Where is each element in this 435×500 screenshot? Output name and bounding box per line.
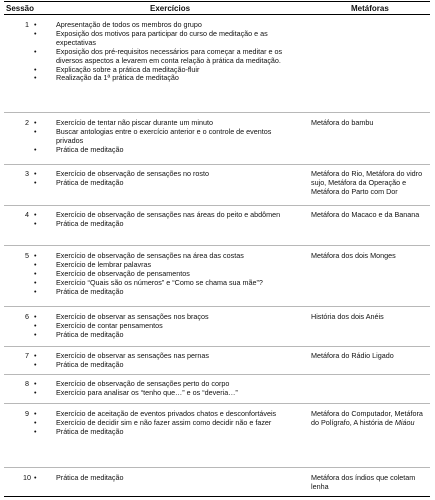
exercise-item: • Exercício “Quais são os números” e “Como se chama sua mãe”? [32, 279, 294, 288]
metaphor-cell [311, 410, 429, 428]
exercise-list [32, 352, 294, 370]
exercise-item: • Buscar antologias entre o exercício anterior e o controle de eventos privados [32, 128, 294, 146]
exercise-list [32, 211, 294, 229]
session-number: 5 [25, 251, 29, 260]
exercise-list [32, 252, 294, 297]
row-divider [4, 306, 430, 307]
exercise-item: • Prática de meditação [32, 220, 294, 229]
row-divider [4, 346, 430, 347]
exercise-item: • Exercício de lembrar palavras [32, 261, 294, 270]
exercise-item: • Exercício de observação de sensações nas áreas do peito e abdômen [32, 211, 294, 220]
exercise-list [32, 21, 294, 83]
exercise-item: • Exercício de contar pensamentos [32, 322, 294, 331]
exercise-list [32, 474, 294, 483]
header-session: Sessão [6, 4, 35, 13]
metaphor-cell: Metáfora do bambu [311, 118, 374, 127]
metaphor-text: Metáfora do Computador, Metáfora do Polígrafo, A história de [311, 409, 423, 427]
exercise-list [32, 380, 294, 398]
exercise-item: • Explicação sobre a prática da meditação-fluir [32, 66, 294, 75]
session-number: 3 [25, 169, 29, 178]
row-divider [4, 403, 430, 404]
exercise-item: • Prática de meditação [32, 474, 294, 483]
session-number: 6 [25, 312, 29, 321]
exercise-item: • Exercício de observação de sensações no rosto [32, 170, 294, 179]
exercise-item: • Exercício de tentar não piscar durante um minuto [32, 119, 294, 128]
exercise-item: • Exposição dos motivos para participar do curso de meditação e as expectativas [32, 30, 294, 48]
row-divider [4, 164, 430, 165]
exercise-item: • Exercício de observação de sensações na área das costas [32, 252, 294, 261]
header-bottom-rule [4, 14, 430, 15]
row-divider [4, 205, 430, 206]
exercise-item: • Exercício de decidir sim e não fazer assim como decidir não e fazer [32, 419, 294, 428]
exercise-item: • Prática de meditação [32, 288, 294, 297]
table-bottom-rule [4, 496, 430, 497]
session-number: 4 [25, 210, 29, 219]
exercise-item: • Prática de meditação [32, 428, 294, 437]
exercise-item: • Prática de meditação [32, 361, 294, 370]
exercise-list [32, 410, 294, 437]
metaphor-cell: História dos dois Anéis [311, 312, 384, 321]
exercise-item: • Realização da 1ª prática de meditação [32, 74, 294, 83]
metaphor-italic-text: Miáou [394, 417, 415, 427]
row-divider [4, 112, 430, 113]
exercise-list [32, 119, 294, 155]
metaphor-cell: Metáfora do Macaco e da Banana [311, 210, 420, 219]
session-number: 2 [25, 118, 29, 127]
row-divider [4, 374, 430, 375]
exercise-item: • Prática de meditação [32, 146, 294, 155]
exercise-item: • Exercício de observar as sensações nas pernas [32, 352, 294, 361]
header-metaphors: Metáforas [351, 4, 389, 13]
metaphor-cell: Metáfora do Rádio Ligado [311, 351, 394, 360]
metaphor-cell: Metáfora dos dois Monges [311, 251, 396, 260]
session-number: 8 [25, 379, 29, 388]
exercise-item: • Apresentação de todos os membros do grupo [32, 21, 294, 30]
exercise-list [32, 170, 294, 188]
session-number: 1 [25, 20, 29, 29]
exercise-item: • Exercício de aceitação de eventos privados chatos e desconfortáveis [32, 410, 294, 419]
exercise-item: • Exercício de observar as sensações nos braços [32, 313, 294, 322]
exercise-item: • Exercício de observação de sensações perto do corpo [32, 380, 294, 389]
session-number: 7 [25, 351, 29, 360]
row-divider [4, 245, 430, 246]
exercise-list [32, 313, 294, 340]
row-divider [4, 467, 430, 468]
metaphor-cell: Metáfora do Rio, Metáfora do vidro sujo, Metáfora da Operação e Metáfora do Parto com Dor [311, 169, 423, 196]
exercise-item: • Exercício de observação de pensamentos [32, 270, 294, 279]
metaphor-cell: Metáfora dos índios que coletam lenha [311, 473, 416, 491]
exercise-item: • Prática de meditação [32, 179, 294, 188]
exercise-item: • Prática de meditação [32, 331, 294, 340]
exercise-item: • Exercício para analisar os “tenho que…” e os “deveria…” [32, 389, 294, 398]
header-exercises: Exercícios [150, 4, 191, 13]
session-number: 9 [25, 409, 29, 418]
session-number: 10 [23, 473, 31, 482]
exercise-item: • Exposição dos pré-requisitos necessários para começar a meditar e os diversos aspectos a levarem em conta relação à prática da meditação. [32, 48, 294, 66]
table-top-rule [4, 1, 430, 2]
